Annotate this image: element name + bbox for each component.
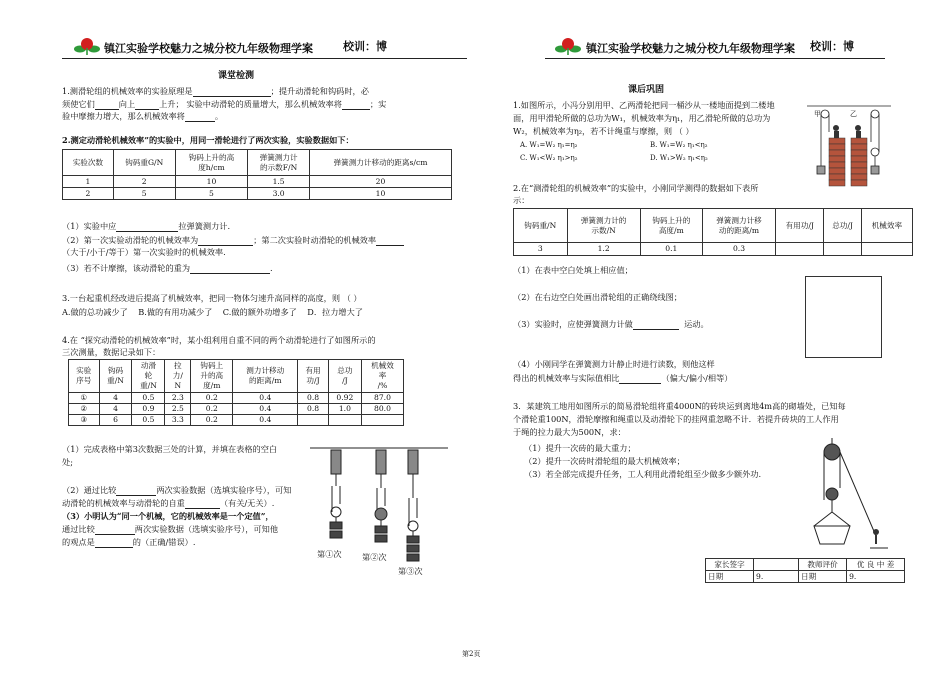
table-cell: 0.2 bbox=[191, 415, 233, 426]
answer-cell[interactable] bbox=[776, 243, 824, 256]
parent-sign-label: 家长签字 bbox=[706, 559, 754, 571]
teacher-eval-label: 教师评价 bbox=[799, 559, 847, 571]
q4-stem-line2: 三次测量，数据记录如下： bbox=[62, 347, 161, 357]
table-cell: 0.5 bbox=[132, 415, 165, 426]
table-header: 钩码上 升的高 度/m bbox=[191, 360, 233, 393]
answer-blank[interactable] bbox=[193, 87, 271, 97]
figure-label-1: 第①次 bbox=[317, 549, 342, 559]
table-cell: 1.2 bbox=[567, 243, 640, 256]
table-header: 弹簧测力计 的示数F/N bbox=[248, 150, 310, 176]
data-table-3 bbox=[513, 208, 913, 256]
table-header: 测力计移动 的距离/m bbox=[233, 360, 298, 393]
answer-cell[interactable] bbox=[361, 415, 403, 426]
table-header: 钩码上升的 高度/m bbox=[640, 209, 702, 243]
q4-sub2: （2）通过比较 两次实验数据（选填实验序号），可知 bbox=[62, 485, 292, 495]
table-header: 拉 力/ N bbox=[165, 360, 191, 393]
r-q1-line2: 面，用甲滑轮所做的总功为W₁，机械效率为η₁，用乙滑轮所做的总功为 bbox=[513, 113, 771, 123]
r-q3-sub3: （3）若全部完成提升任务，工人利用此滑轮组至少做多少额外功. bbox=[524, 469, 762, 479]
date-label: 日期 bbox=[799, 571, 847, 583]
table-cell: 0.4 bbox=[233, 415, 298, 426]
answer-blank[interactable] bbox=[376, 236, 404, 246]
q3-options bbox=[62, 306, 363, 318]
answer-cell[interactable] bbox=[824, 243, 861, 256]
header-title-left: 镇江实验学校魅力之城分校九年级物理学案 bbox=[104, 42, 313, 55]
table-cell: 5 bbox=[113, 188, 175, 200]
q4-sub3b: 通过比较 两次实验数据（选填实验序号），可知他 bbox=[62, 524, 279, 534]
r-q3-sub2: （2）提升一次砖时滑轮组的最大机械效率； bbox=[524, 456, 685, 466]
header-rule-right bbox=[545, 58, 885, 59]
drawing-box[interactable] bbox=[805, 276, 882, 358]
figure-label-3: 第③次 bbox=[398, 566, 423, 576]
table-cell: 2.3 bbox=[165, 393, 191, 404]
answer-blank[interactable] bbox=[619, 374, 661, 384]
q2-sub3: （大于/小于/等于）第一次实验时的机械效率. bbox=[62, 247, 226, 257]
table-cell: 1 bbox=[63, 176, 114, 188]
figure-label-yi: 乙 bbox=[850, 110, 857, 118]
answer-blank[interactable] bbox=[95, 538, 133, 548]
r-q2-sub2: （2）在右边空白处画出滑轮组的正确绕线图； bbox=[513, 292, 682, 302]
r-q3-line3: 于绳的拉力最大为500N，求： bbox=[513, 427, 626, 437]
table-cell: 3 bbox=[514, 243, 568, 256]
r-q2-line2: 示： bbox=[513, 195, 530, 205]
answer-blank[interactable] bbox=[633, 320, 679, 330]
figure-label-2: 第②次 bbox=[362, 552, 387, 562]
table-header: 实验 序号 bbox=[69, 360, 100, 393]
r-q3-line2: 个滑轮重100N，滑轮摩擦和绳重以及动滑轮下的挂网重忽略不计．若提升砖块的工人作用 bbox=[513, 414, 839, 424]
answer-blank[interactable] bbox=[116, 486, 156, 496]
q2-sub2: （2）第一次实验动滑轮的机械效率为 ；第二次实验时动滑轮的机械效率 bbox=[62, 234, 404, 246]
answer-blank[interactable] bbox=[95, 100, 119, 110]
q4-sub3: （3）小明认为“同一个机械，它的机械效率是一个定值”， bbox=[62, 511, 274, 521]
table-cell: 0.9 bbox=[132, 404, 165, 415]
table-cell: 87.0 bbox=[361, 393, 403, 404]
header-motto-right: 校训：博 bbox=[810, 40, 854, 53]
table-cell: 0.2 bbox=[191, 404, 233, 415]
table-cell: 10 bbox=[309, 188, 451, 200]
option-d[interactable]: D．拉力增大了 bbox=[307, 307, 363, 317]
option-c[interactable]: C.做的额外功增多了 bbox=[222, 307, 297, 317]
table-cell: 3.0 bbox=[248, 188, 310, 200]
answer-blank[interactable] bbox=[116, 222, 178, 232]
table-cell: 0.5 bbox=[132, 393, 165, 404]
table-header: 弹簧测力计移 动的距离/m bbox=[702, 209, 775, 243]
table-header: 实验次数 bbox=[63, 150, 114, 176]
r-q1-line1: 1.如图所示，小冯分别用甲、乙两滑轮把同一桶沙从一楼地面提到二楼地 bbox=[513, 100, 775, 110]
answer-cell[interactable] bbox=[298, 415, 329, 426]
table-cell: 4 bbox=[99, 404, 132, 415]
school-logo-icon bbox=[74, 36, 100, 56]
table-cell: 0.8 bbox=[298, 404, 329, 415]
r-q3-line1: 3．某建筑工地用如图所示的简易滑轮组将重4000N的砖块运到离地4m高的砌墙处，已知每 bbox=[513, 401, 846, 411]
header-rule-left bbox=[62, 58, 467, 59]
section-title-right: 课后巩固 bbox=[628, 85, 665, 95]
table-header: 钩码重G/N bbox=[113, 150, 175, 176]
section-title-left: 课堂检测 bbox=[218, 71, 255, 81]
answer-blank[interactable] bbox=[342, 100, 370, 110]
table-header: 动滑 轮 重/N bbox=[132, 360, 165, 393]
q4-sub2b: 动滑轮的机械效率与动滑轮的自重 （有关/无关）. bbox=[62, 498, 275, 508]
table-header: 有用 功/J bbox=[298, 360, 329, 393]
table-header: 钩码 重/N bbox=[99, 360, 132, 393]
option-c[interactable]: C. W₁<W₂ η₁>η₂ bbox=[520, 154, 578, 162]
table-header: 弹簧测力计移动的距离s/cm bbox=[309, 150, 451, 176]
r-q2-sub4: （4）小刚同学在弹簧测力计静止时进行读数，则他这样 bbox=[513, 359, 715, 369]
option-a[interactable]: A. W₁=W₂ η₁=η₂ bbox=[520, 141, 578, 149]
table-header: 总功/J bbox=[824, 209, 861, 243]
table-header: 机械效率 bbox=[861, 209, 912, 243]
header-title-right: 镇江实验学校魅力之城分校九年级物理学案 bbox=[586, 42, 795, 55]
data-table-1 bbox=[62, 149, 452, 200]
r-q1-line3: W₂，机械效率为η₂，若不计绳重与摩擦，则 （ ） bbox=[513, 126, 694, 136]
date-label: 日期 bbox=[706, 571, 754, 583]
q4-sub1b: 处; bbox=[62, 457, 73, 467]
date-field[interactable]: 9. bbox=[847, 571, 905, 583]
table-cell: 80.0 bbox=[361, 404, 403, 415]
table-cell: 2 bbox=[63, 188, 114, 200]
table-header: 钩码重/N bbox=[514, 209, 568, 243]
q2-sub4: （3）若不计摩擦，该动滑轮的重为 . bbox=[62, 263, 273, 273]
table-cell: 0.1 bbox=[640, 243, 702, 256]
q1-line2: 须使它们 向上 上升； 实验中动滑轮的质量增大，那么机械效率将 ；实 bbox=[62, 99, 387, 109]
table-cell: 0.92 bbox=[328, 393, 361, 404]
table-cell: 1.5 bbox=[248, 176, 310, 188]
q1-line1: 1.测滑轮组的机械效率的实验原理是 ；提升动滑轮和钩码时，必 bbox=[62, 86, 369, 96]
table-cell: 20 bbox=[309, 176, 451, 188]
figure-label-jia: 甲 bbox=[814, 110, 821, 118]
table-cell: 0.4 bbox=[233, 404, 298, 415]
table-cell: 1.0 bbox=[328, 404, 361, 415]
q2-sub1: （1）实验中应 拉弹簧测力计. bbox=[62, 221, 231, 231]
page-number: 第2页 bbox=[462, 650, 481, 658]
r-q2-line1: 2.在“测滑轮组的机械效率”的实验中，小刚同学测得的数据如下表所 bbox=[513, 183, 759, 193]
date-field[interactable]: 9. bbox=[754, 571, 799, 583]
parent-sign-field[interactable] bbox=[754, 559, 799, 571]
answer-blank[interactable] bbox=[185, 499, 220, 509]
signature-table bbox=[705, 558, 905, 583]
table-cell: 2 bbox=[113, 176, 175, 188]
option-d[interactable]: D. W₁>W₂ η₁<η₂ bbox=[650, 154, 708, 162]
table-header: 钩码上升的高 度h/cm bbox=[175, 150, 248, 176]
r-q3-sub1: （1）提升一次砖的最大重力； bbox=[524, 443, 636, 453]
q2-title: 2.测定动滑轮机械效率”的实验中，用同一滑轮进行了两次实验，实验数据如下： bbox=[62, 135, 354, 145]
answer-blank[interactable] bbox=[185, 112, 215, 122]
option-a[interactable]: A.做的总功减少了 bbox=[62, 307, 128, 317]
answer-blank[interactable] bbox=[135, 100, 159, 110]
q3-stem: 3.一台起重机经改进后提高了机械效率，把同一物体匀速升高同样的高度，则 （ ） bbox=[62, 293, 362, 303]
table-header: 总功 /J bbox=[328, 360, 361, 393]
answer-cell[interactable] bbox=[328, 415, 361, 426]
table-cell: ③ bbox=[69, 415, 100, 426]
table-header: 机械效 率 /% bbox=[361, 360, 403, 393]
teacher-eval-field[interactable]: 优 良 中 差 bbox=[847, 559, 905, 571]
option-b[interactable]: B.做的有用功减少了 bbox=[138, 307, 213, 317]
table-cell: 0.8 bbox=[298, 393, 329, 404]
q1-line3: 验中摩擦力增大，那么机械效率将 。 bbox=[62, 111, 224, 121]
table-cell: 4 bbox=[99, 393, 132, 404]
answer-blank[interactable] bbox=[198, 236, 253, 246]
school-logo-icon bbox=[555, 36, 581, 56]
answer-blank[interactable] bbox=[95, 525, 135, 535]
table-cell: 2.5 bbox=[165, 404, 191, 415]
brick-pulley-figure bbox=[810, 436, 890, 552]
r-q2-sub4b: 得出的机械效率与实际值相比 （偏大/偏小/相等） bbox=[513, 373, 733, 383]
header-motto-left: 校训：博 bbox=[343, 40, 387, 53]
table-cell: 3.3 bbox=[165, 415, 191, 426]
table-header: 弹簧测力计的 示数/N bbox=[567, 209, 640, 243]
table-cell: 0.3 bbox=[702, 243, 775, 256]
table-cell: 10 bbox=[175, 176, 248, 188]
table-cell: 6 bbox=[99, 415, 132, 426]
answer-cell[interactable] bbox=[861, 243, 912, 256]
table-cell: 5 bbox=[175, 188, 248, 200]
option-b[interactable]: B. W₁=W₂ η₁<η₂ bbox=[650, 141, 708, 149]
table-cell: ② bbox=[69, 404, 100, 415]
q4-stem-line1: 4.在 “探究动滑轮的机械效率”时，某小组利用自重不同的两个动滑轮进行了如图所示的 bbox=[62, 335, 376, 345]
table-cell: 0.2 bbox=[191, 393, 233, 404]
answer-blank[interactable] bbox=[190, 264, 270, 274]
table-cell: ① bbox=[69, 393, 100, 404]
data-table-2 bbox=[68, 359, 404, 426]
q4-sub3c: 的观点是 的（正确/错误）. bbox=[62, 537, 196, 547]
table-header: 有用功/J bbox=[776, 209, 824, 243]
q4-sub1: （1）完成表格中第3次数据三处的计算，并填在表格的空白 bbox=[62, 444, 278, 454]
r-q2-sub1: （1）在表中空白处填上相应值； bbox=[513, 265, 633, 275]
table-cell: 0.4 bbox=[233, 393, 298, 404]
r-q2-sub3: （3）实验时，应使弹簧测力计做 运动。 bbox=[513, 319, 709, 329]
